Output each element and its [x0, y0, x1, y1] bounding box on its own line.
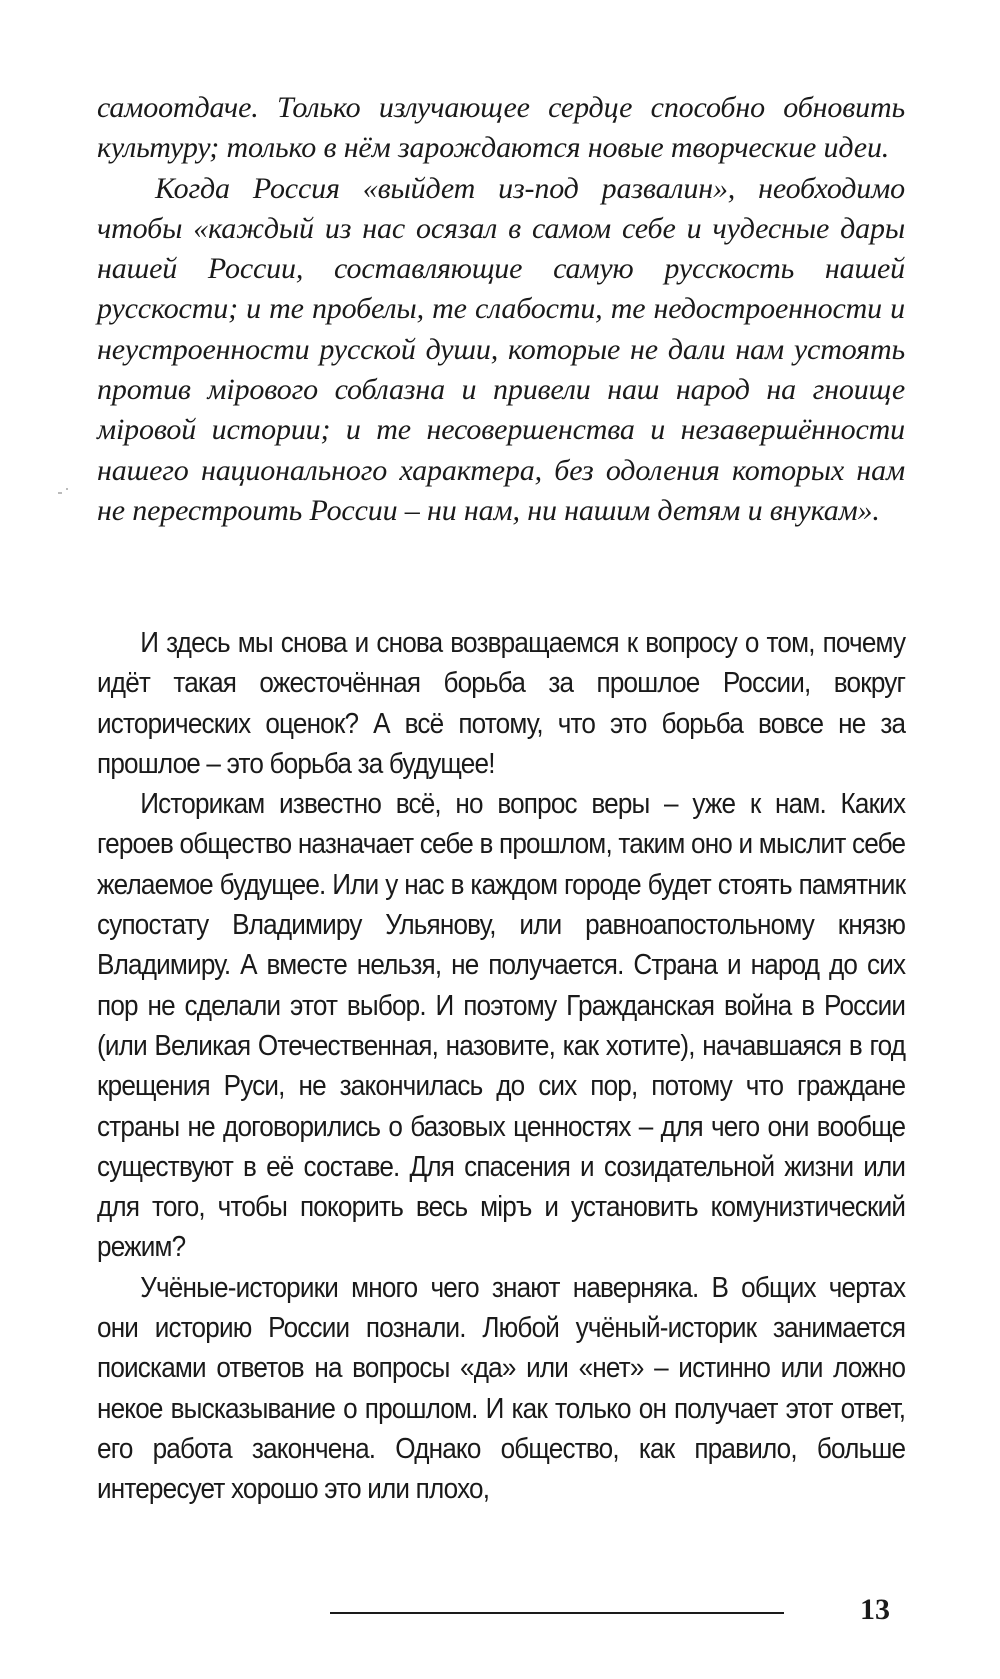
page-number: 13: [860, 1593, 890, 1626]
body-text-block: [97, 623, 905, 1510]
italic-paragraph: Когда Россия «выйдет из-под развалин», необходимо чтобы «каждый из нас осязал в самом себе и чудесные дары нашей России, составляющие самую русскость нашей русскости; и те пробелы, те слабости, те недостроенности и неустроенности русской души, которые не дали нам устоять против мiрового соблазна и привели наш народ на гноище мiровой истории; и те несовершенства и незавершённости нашего национального характера, без одоления которых нам не перестроить России – ни нам, ни нашим детям и внукам».: [97, 171, 905, 527]
italic-quote-block: [97, 88, 905, 531]
footer-rule: [330, 1612, 784, 1614]
margin-speck: [66, 488, 68, 490]
body-paragraph: Учёные-историки много чего знают наверняка. В общих чертах они историю России познали. Любой учёный-историк занимается поисками ответов на вопросы «да» или «нет» – истинно или ложно некое высказывание о прошлом. И как только он получает этот ответ, его работа закончена. Однако общество, как правило, больше интересует хорошо это или плохо,: [97, 1271, 906, 1506]
body-paragraph: И здесь мы снова и снова возвращаемся к вопросу о том, почему идёт такая ожесточённая борьба за прошлое России, вокруг исторических оценок? А всё потому, что это борьба вовсе не за прошлое – это борьба за будущее!: [97, 627, 906, 780]
italic-paragraph: самоотдаче. Только излучающее сердце способно обновить культуру; только в нём зарождаются новые творческие идеи.: [97, 91, 905, 165]
body-paragraph: Историкам известно всё, но вопрос веры – уже к нам. Каких героев общество назначает себе в прошлом, таким оно и мыслит себе желаемое будущее. Или у нас в каждом городе будет стоять памятник супостату Владимиру Ульянову, или равноапостольному князю Владимиру. А вместе нельзя, не получается. Страна и народ до сих пор не сделали этот выбор. И поэтому Гражданская война в России (или Великая Отечественная, назовите, как хотите), начавшаяся в год крещения Руси, не закончилась до сих пор, потому что граждане страны не договорились о базовых ценностях – для чего они вообще существуют в её составе. Для спасения и созидательной жизни или для того, чтобы покорить весь мiръ и установить комунизтический режим?: [97, 788, 906, 1264]
margin-speck: [58, 492, 62, 494]
